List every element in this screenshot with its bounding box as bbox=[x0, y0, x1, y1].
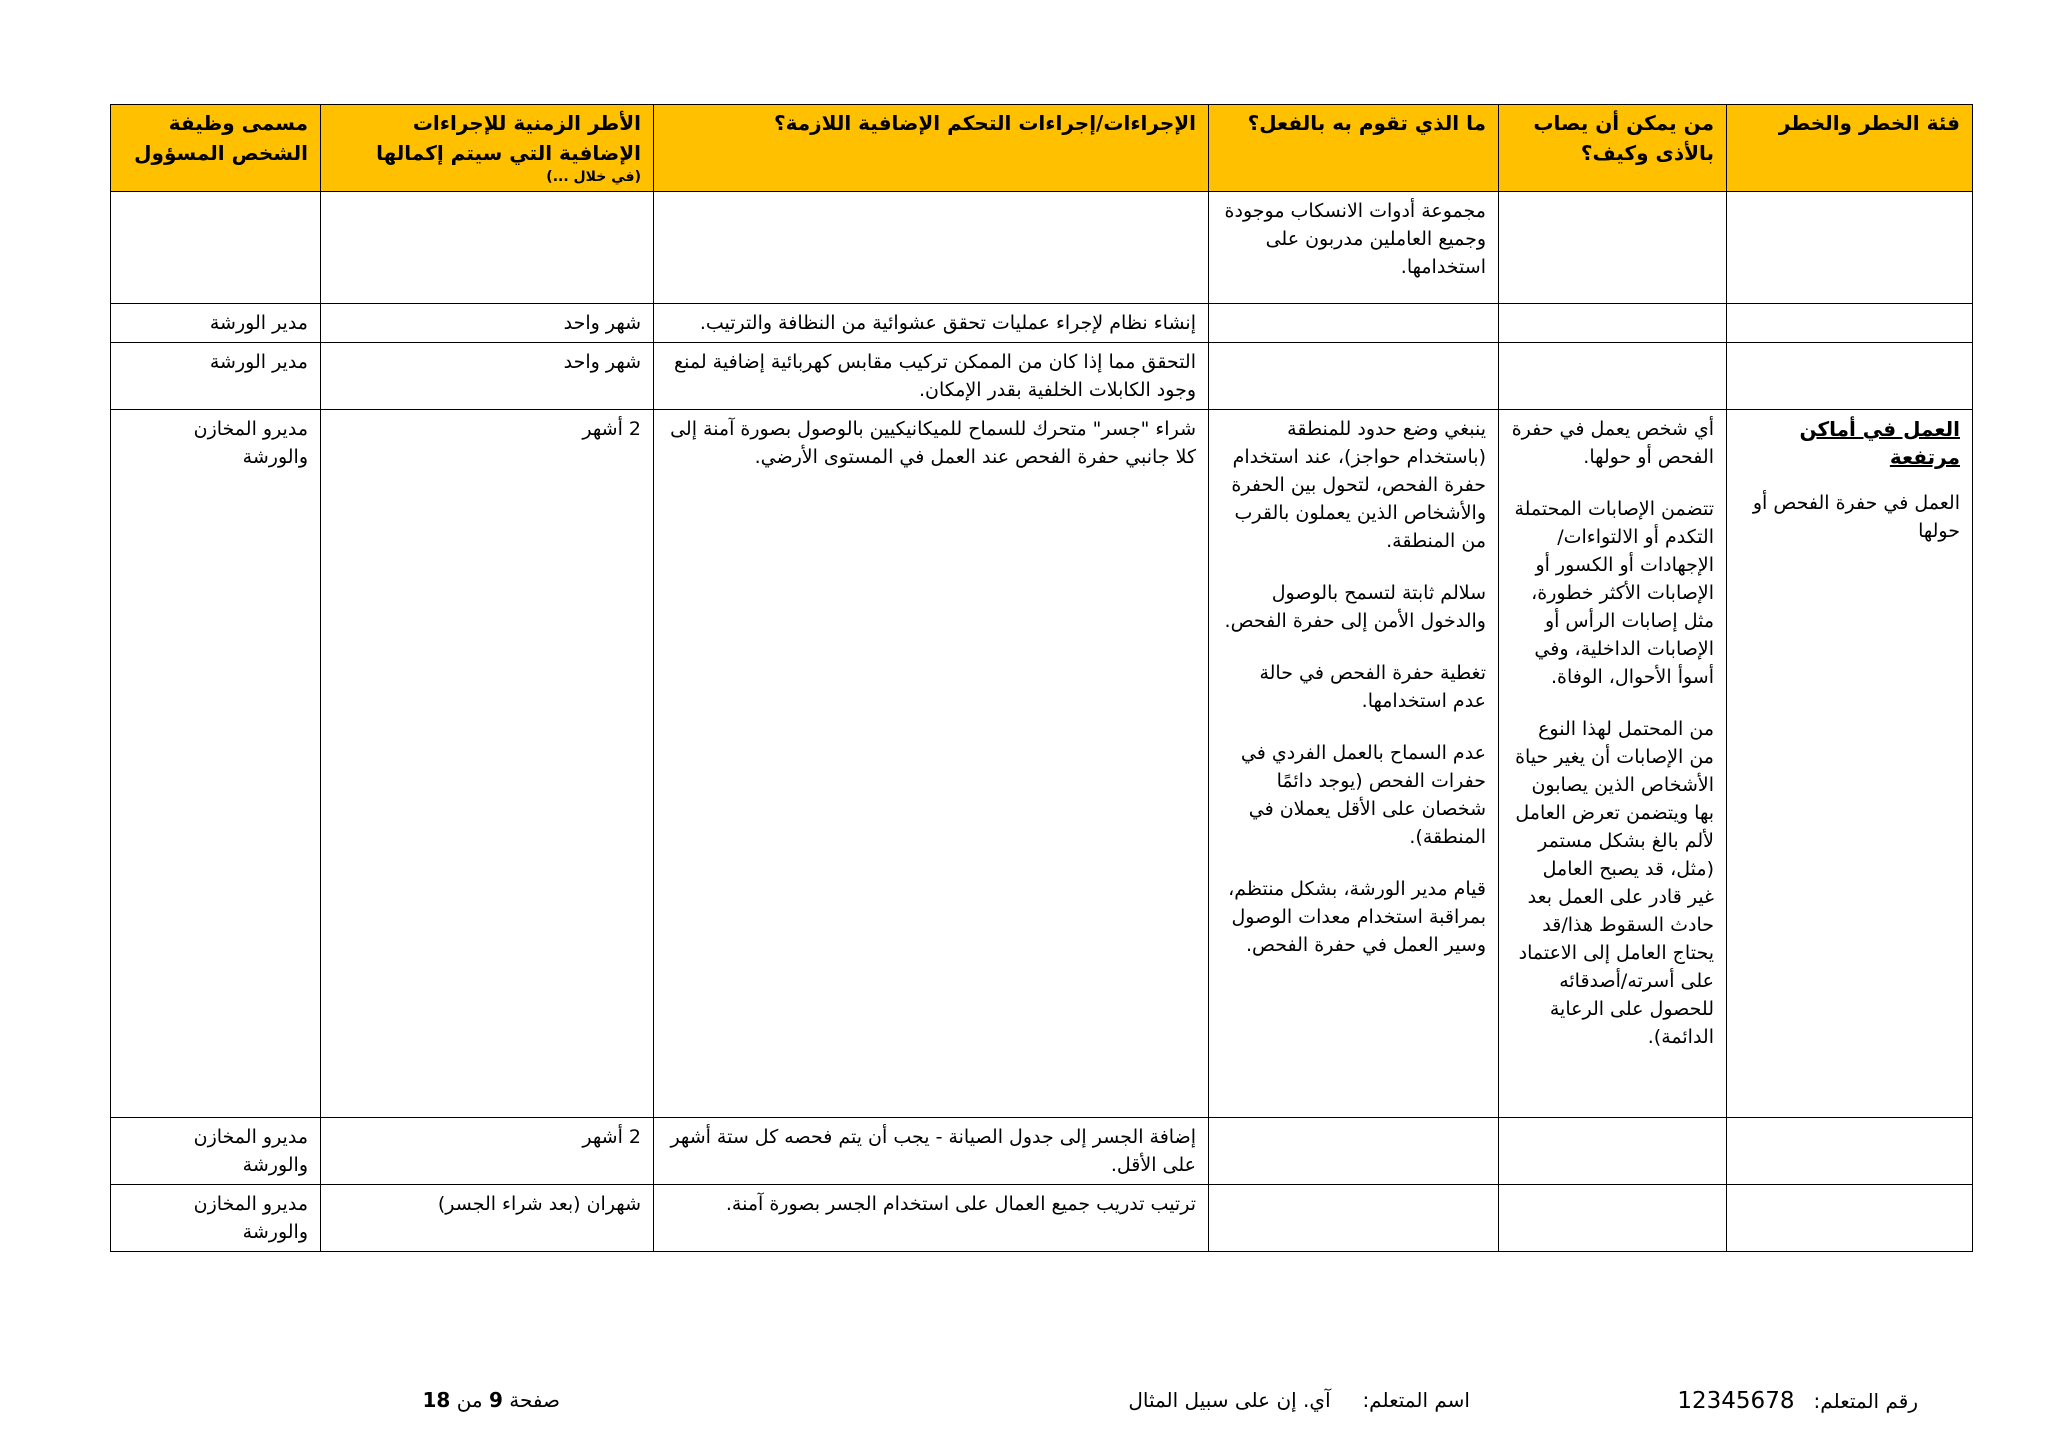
doing-paragraph: سلالم ثابتة لتسمح بالوصول والدخول الأمن إلى حفرة الفحص. bbox=[1224, 582, 1486, 632]
cell-hazard bbox=[1727, 192, 1973, 304]
doing-paragraph: عدم السماح بالعمل الفردي في حفرات الفحص (يوجد دائمًا شخصان على الأقل يعملان في المنطقة). bbox=[1240, 742, 1486, 848]
learner-name-label: اسم المتعلم: bbox=[1362, 1388, 1470, 1412]
cell-who bbox=[1499, 1185, 1727, 1252]
cell-who bbox=[1499, 343, 1727, 410]
table-row bbox=[111, 192, 1973, 304]
cell-doing bbox=[1209, 304, 1499, 343]
cell-timescale bbox=[321, 192, 654, 304]
cell-responsible: مديرو المخازن والورشة bbox=[111, 1185, 321, 1252]
cell-hazard bbox=[1727, 1185, 1973, 1252]
table-row bbox=[111, 1185, 1973, 1252]
page-of: من bbox=[456, 1388, 483, 1412]
cell-responsible: مدير الورشة bbox=[111, 343, 321, 410]
who-paragraph: من المحتمل لهذا النوع من الإصابات أن يغير حياة الأشخاص الذين يصابون بها ويتضمن تعرض العامل لألم بالغ بشكل مستمر (مثل، قد يصبح العامل غير قادر على العمل بعد حادث السقوط هذا/قد يحتاج العامل إلى الاعتماد على أسرته/أصدقائه للحصول على الرعاية الدائمة). bbox=[1515, 718, 1714, 1048]
table-header-row bbox=[111, 105, 1973, 192]
cell-doing: مجموعة أدوات الانسكاب موجودة وجميع العاملين مدربون على استخدامها. bbox=[1209, 192, 1499, 304]
cell-responsible bbox=[111, 192, 321, 304]
footer-learner-name bbox=[1128, 1388, 1470, 1412]
header-timescale-note: (في خلال ...) bbox=[546, 169, 641, 185]
header-timescale-label: الأطر الزمنية للإجراءات الإضافية التي سيتم إكمالها bbox=[376, 111, 641, 165]
page-word: صفحة bbox=[509, 1388, 560, 1412]
cell-doing bbox=[1209, 343, 1499, 410]
cell-hazard bbox=[1727, 1118, 1973, 1185]
cell-hazard bbox=[1727, 304, 1973, 343]
cell-further-action bbox=[654, 192, 1209, 304]
cell-doing bbox=[1209, 410, 1499, 1118]
page-current: 9 bbox=[488, 1388, 503, 1412]
header-further-action: الإجراءات/إجراءات التحكم الإضافية اللازمة؟ bbox=[654, 105, 1209, 192]
cell-further-action: إضافة الجسر إلى جدول الصيانة - يجب أن يتم فحصه كل ستة أشهر على الأقل. bbox=[654, 1118, 1209, 1185]
learner-number-label: رقم المتعلم: bbox=[1813, 1389, 1918, 1413]
cell-who bbox=[1499, 1118, 1727, 1185]
header-responsible: مسمى وظيفة الشخص المسؤول bbox=[111, 105, 321, 192]
cell-further-action: ترتيب تدريب جميع العمال على استخدام الجسر بصورة آمنة. bbox=[654, 1185, 1209, 1252]
cell-responsible: مدير الورشة bbox=[111, 304, 321, 343]
doing-paragraph: تغطية حفرة الفحص في حالة عدم استخدامها. bbox=[1259, 662, 1486, 712]
who-paragraph: تتضمن الإصابات المحتملة التكدم أو الالتواءات/الإجهادات أو الكسور أو الإصابات الأكثر خطورة، مثل إصابات الرأس أو الإصابات الداخلية، وفي أسوأ الأحوال، الوفاة. bbox=[1514, 498, 1714, 688]
cell-responsible: مديرو المخازن والورشة bbox=[111, 410, 321, 1118]
cell-who bbox=[1499, 304, 1727, 343]
cell-who bbox=[1499, 410, 1727, 1118]
cell-who bbox=[1499, 192, 1727, 304]
header-who: من يمكن أن يصاب بالأذى وكيف؟ bbox=[1499, 105, 1727, 192]
cell-further-action: التحقق مما إذا كان من الممكن تركيب مقابس كهربائية إضافية لمنع وجود الكابلات الخلفية بقدر الإمكان. bbox=[654, 343, 1209, 410]
doing-paragraph: قيام مدير الورشة، بشكل منتظم، بمراقبة استخدام معدات الوصول وسير العمل في حفرة الفحص. bbox=[1228, 878, 1486, 956]
cell-timescale: شهر واحد bbox=[321, 343, 654, 410]
header-hazard: فئة الخطر والخطر bbox=[1727, 105, 1973, 192]
cell-timescale: شهر واحد bbox=[321, 304, 654, 343]
doing-paragraph: ينبغي وضع حدود للمنطقة (باستخدام حواجز)، عند استخدام حفرة الفحص، لتحول بين الحفرة والأشخاص الذين يعملون بالقرب من المنطقة. bbox=[1231, 418, 1486, 552]
cell-timescale: 2 أشهر bbox=[321, 410, 654, 1118]
table-row bbox=[111, 410, 1973, 1118]
learner-number-value: 12345678 bbox=[1677, 1388, 1795, 1414]
cell-hazard bbox=[1727, 343, 1973, 410]
header-timescale bbox=[321, 105, 654, 192]
who-paragraph: أي شخص يعمل في حفرة الفحص أو حولها. bbox=[1511, 418, 1714, 468]
risk-assessment-table bbox=[110, 104, 1973, 1252]
cell-timescale: شهران (بعد شراء الجسر) bbox=[321, 1185, 654, 1252]
learner-name-value: آي. إن على سبيل المثال bbox=[1128, 1388, 1331, 1412]
cell-doing bbox=[1209, 1185, 1499, 1252]
cell-hazard bbox=[1727, 410, 1973, 1118]
hazard-category-title: العمل في أماكن مرتفعة bbox=[1799, 417, 1960, 469]
table-row bbox=[111, 304, 1973, 343]
cell-responsible: مديرو المخازن والورشة bbox=[111, 1118, 321, 1185]
cell-doing bbox=[1209, 1118, 1499, 1185]
cell-timescale: 2 أشهر bbox=[321, 1118, 654, 1185]
cell-further-action: شراء "جسر" متحرك للسماح للميكانيكيين بالوصول بصورة آمنة إلى كلا جانبي حفرة الفحص عند العمل في المستوى الأرضي. bbox=[654, 410, 1209, 1118]
header-doing: ما الذي تقوم به بالفعل؟ bbox=[1209, 105, 1499, 192]
hazard-description: العمل في حفرة الفحص أو حولها bbox=[1752, 492, 1960, 542]
footer-learner-number bbox=[1677, 1388, 1918, 1414]
footer-page-number bbox=[422, 1388, 560, 1412]
table-row bbox=[111, 1118, 1973, 1185]
cell-further-action: إنشاء نظام لإجراء عمليات تحقق عشوائية من النظافة والترتيب. bbox=[654, 304, 1209, 343]
table-row bbox=[111, 343, 1973, 410]
page-total: 18 bbox=[422, 1388, 451, 1412]
